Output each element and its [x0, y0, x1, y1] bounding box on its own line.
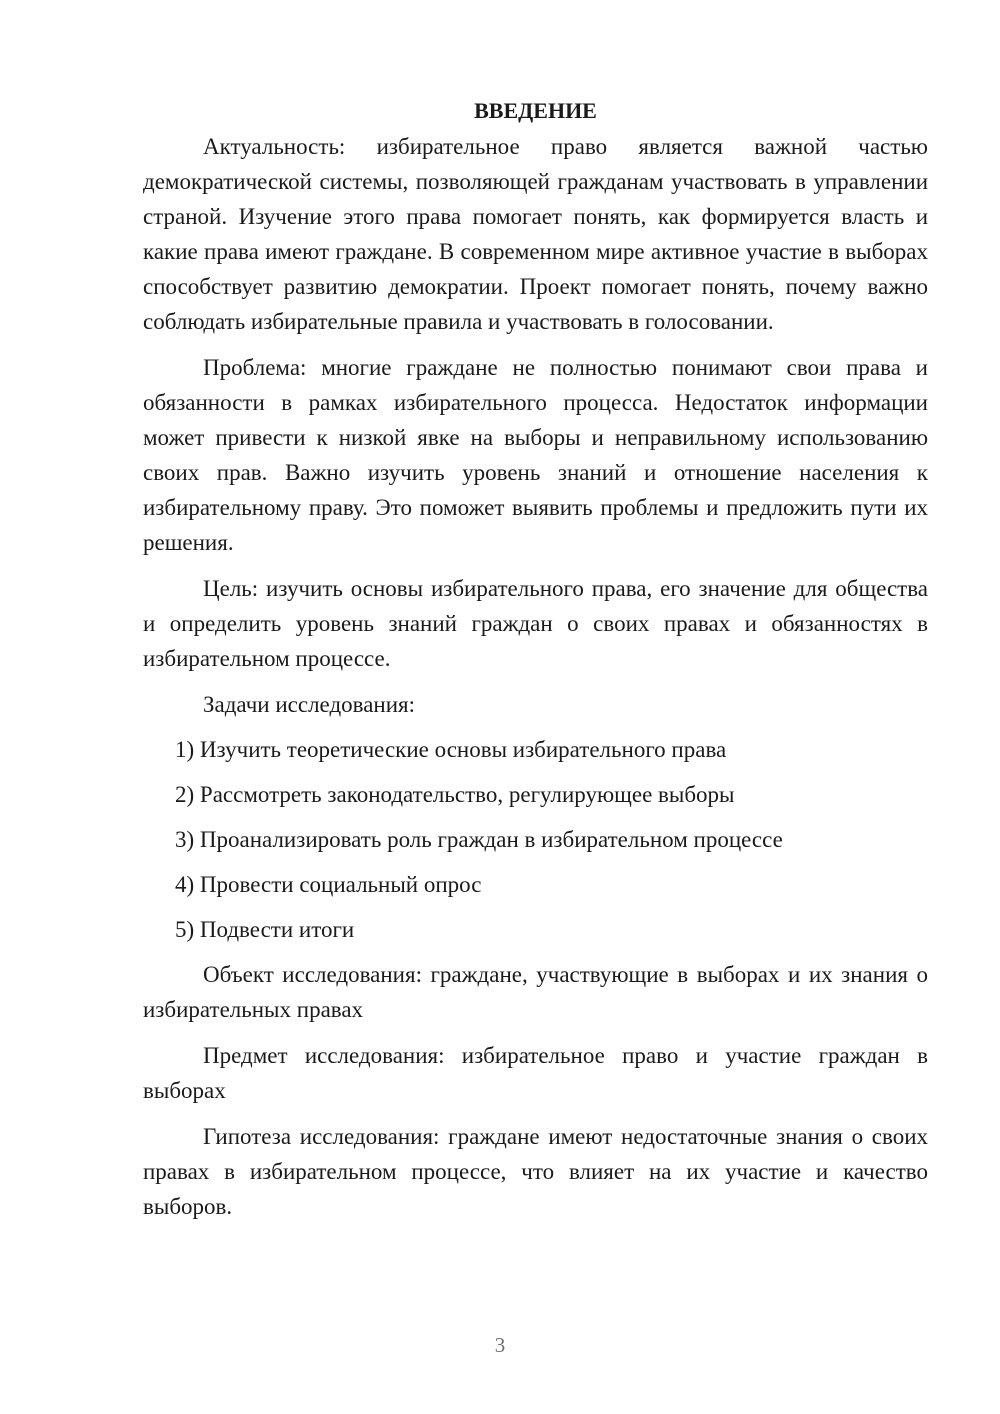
task-list: [143, 732, 928, 947]
problem-paragraph: Проблема: многие граждане не полностью понимают свои права и обязанности в рамках избирательного процесса. Недостаток информации может привести к низкой явке на выборы и неправильному использованию своих прав. Важно изучить уровень знаний и отношение населения к избирательному праву. Это поможет выявить проблемы и предложить пути их решения.: [143, 355, 928, 555]
task-item: 1) Изучить теоретические основы избирательного права: [175, 737, 727, 762]
task-item: 2) Рассмотреть законодательство, регулирующее выборы: [175, 782, 735, 807]
task-item: 3) Проанализировать роль граждан в избирательном процессе: [175, 827, 783, 852]
page-title: ВВЕДЕНИЕ: [474, 98, 597, 123]
subject-paragraph: Предмет исследования: избирательное право и участие граждан в выборах: [143, 1043, 928, 1103]
goal-paragraph: Цель: изучить основы избирательного права, его значение для общества и определить уровень знаний граждан о своих правах и обязанностях в избирательном процессе.: [143, 576, 928, 671]
relevance-paragraph: Актуальность: избирательное право является важной частью демократической системы, позволяющей гражданам участвовать в управлении страной. Изучение этого права помогает понять, как формируется власть и какие права имеют граждане. В современном мире активное участие в выборах способствует развитию демократии. Проект помогает понять, почему важно соблюдать избирательные правила и участвовать в голосовании.: [143, 134, 928, 334]
tasks-title: Задачи исследования:: [203, 692, 416, 717]
hypothesis-paragraph: Гипотеза исследования: граждане имеют недостаточные знания о своих правах в избирательном процессе, что влияет на их участие и качество выборов.: [143, 1124, 928, 1219]
object-paragraph: Объект исследования: граждане, участвующие в выборах и их знания о избирательных правах: [143, 962, 928, 1022]
page-number: 3: [494, 1333, 506, 1357]
task-item: 4) Провести социальный опрос: [175, 872, 482, 897]
task-item: 5) Подвести итоги: [175, 917, 355, 942]
page-content: [143, 93, 928, 1235]
